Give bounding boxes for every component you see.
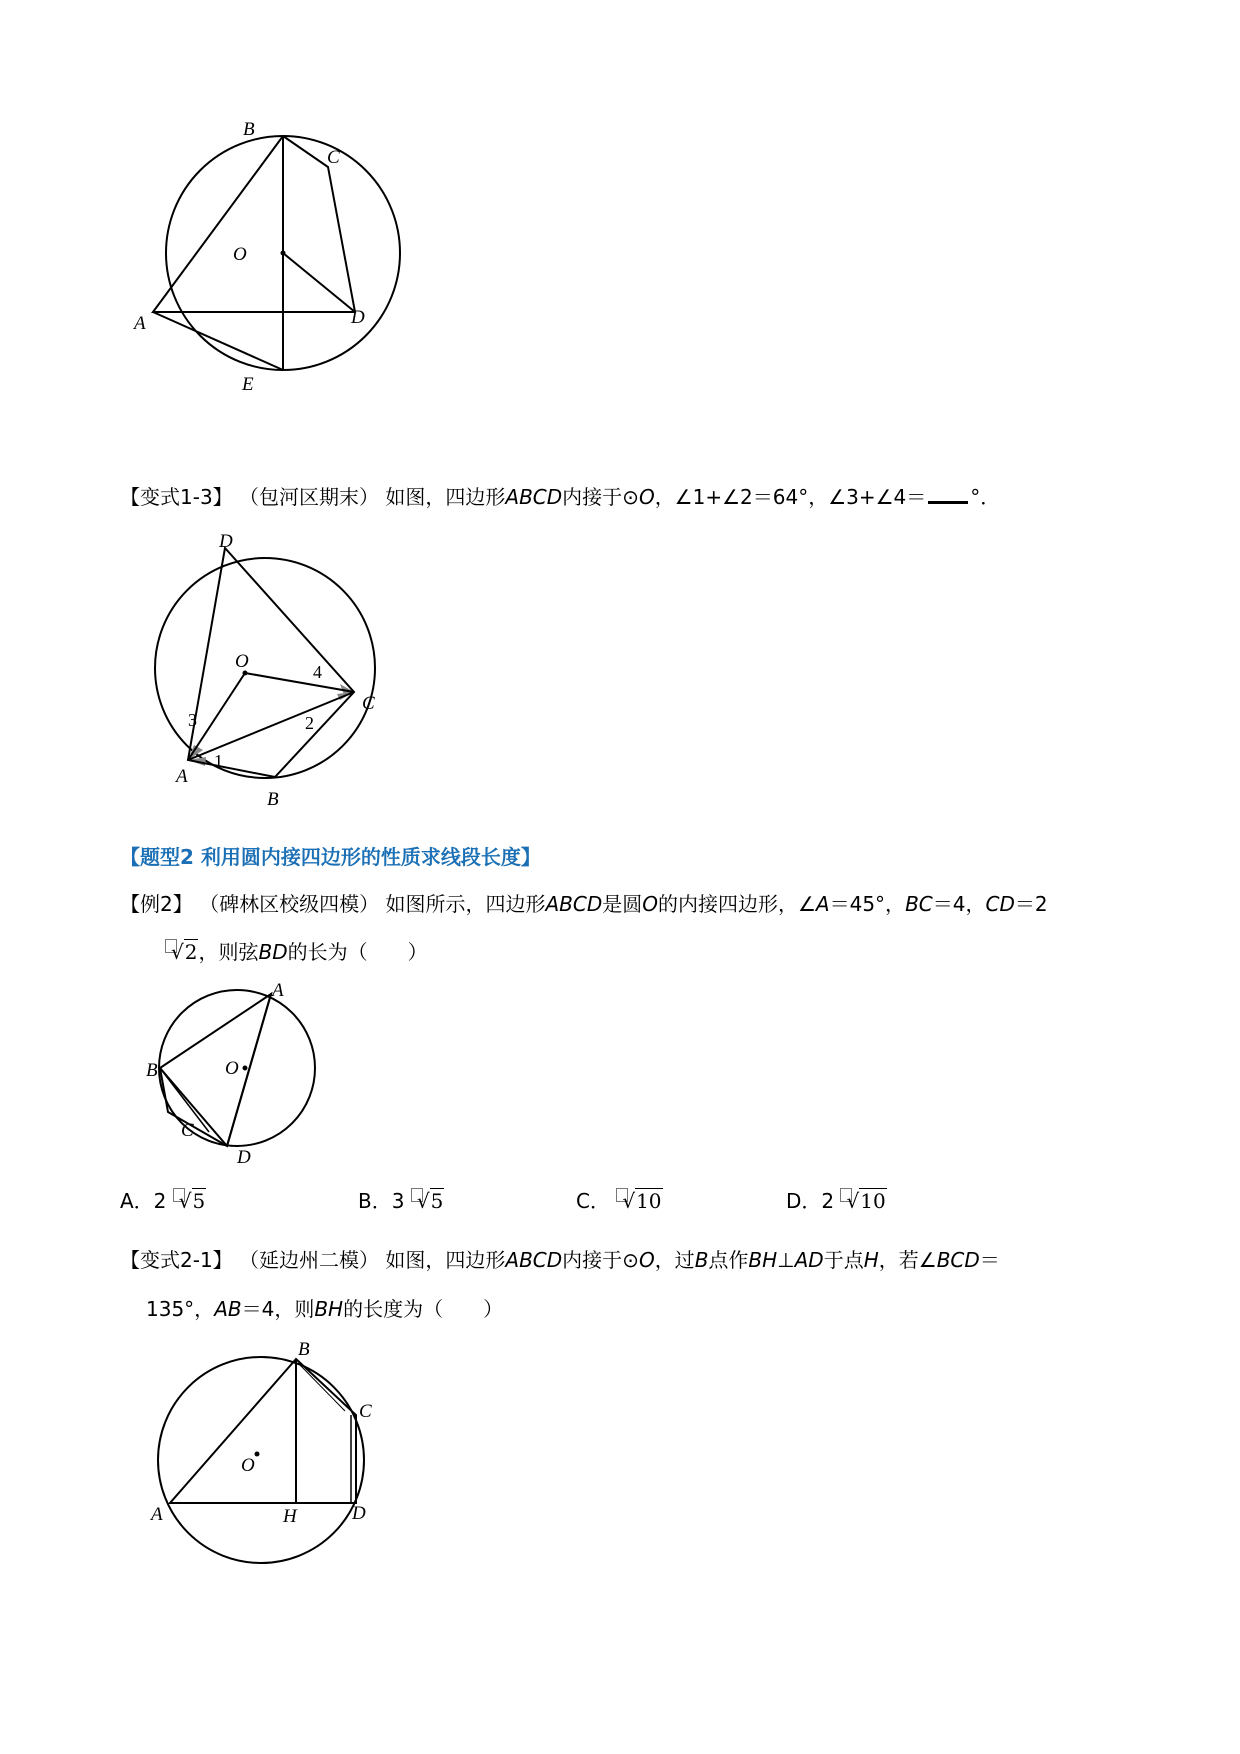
label-c: C [359,1401,372,1422]
circle-name: O [638,1248,655,1272]
segment-bc: BC [905,892,933,916]
variant-tag: 【变式2-1】 [120,1248,233,1272]
label-o: O [235,651,249,672]
line-od [283,253,355,312]
label-o: O [225,1058,239,1079]
quad-name: ABCD [505,485,563,509]
question-text: ＝4，则 [241,1297,315,1321]
question-text: ，则弦 [198,940,259,964]
question-text: ＝45°， [829,892,906,916]
question-text: 的长为（ ） [287,940,428,964]
segment-bh: BH [748,1248,778,1272]
angle-label-1: 1 [214,751,223,771]
quadrilateral-abcd [160,994,271,1146]
example-2-question-cont [165,937,428,967]
segment-ad: AD [794,1248,824,1272]
choice-label: B．3 [358,1189,405,1213]
question-text: ，若∠ [878,1248,937,1272]
question-text: 的内接四边形，∠ [657,892,816,916]
choice-c[interactable] [576,1186,663,1216]
point-h: H [863,1248,879,1272]
choice-a[interactable] [120,1186,206,1216]
quad-name: ABCD [545,892,603,916]
label-b: B [243,119,255,140]
figure-4-svg [140,1335,400,1575]
radical-arg: 5 [430,1189,444,1213]
question-text: 的长度为（ ） [343,1297,504,1321]
label-b: B [267,789,279,810]
circle-o [155,558,375,778]
question-text: 内接于⊙ [562,1248,639,1272]
figure-3-svg [145,982,345,1182]
angle-label-3: 3 [188,710,197,730]
figure-1-svg [130,120,430,450]
radical-index-box [840,1188,852,1202]
source: （包河区期末） [239,485,380,509]
line-ae [153,312,283,370]
line-oc [245,673,354,692]
figure-circle-abcde [130,120,430,450]
radical-arg: 2 [184,940,198,964]
radical: √10 [616,1189,662,1213]
quadrilateral-abcd [188,548,354,777]
radical-index-box [173,1188,185,1202]
radical: √10 [840,1189,886,1213]
radical-index-box [165,939,177,953]
segment-bd: BD [258,940,288,964]
label-a: A [134,313,146,334]
question-text: 135°， [146,1297,215,1321]
segment-cd: CD [985,892,1015,916]
line-ac [188,692,354,760]
label-c: C [181,1120,194,1141]
radical-arg: 10 [860,1189,886,1213]
question-text: 如图，四边形 [385,485,506,509]
label-h: H [283,1506,297,1527]
question-text: 如图所示，四边形 [385,892,546,916]
example-tag: 【例2】 [120,892,193,916]
center-point [243,1066,248,1071]
choice-d[interactable] [786,1186,887,1216]
label-e: E [242,374,254,395]
choice-label: A．2 [120,1189,167,1213]
choice-b[interactable] [358,1186,444,1216]
label-d: D [351,307,365,328]
radical: √5 [173,1189,206,1213]
quad-name: ABCD [505,1248,563,1272]
question-text: °． [970,485,1001,509]
question-text: ＝4， [932,892,986,916]
label-o: O [241,1455,255,1476]
figure-circle-example2 [145,982,345,1182]
question-text: ，过 [654,1248,695,1272]
figure-circle-bh [140,1335,400,1575]
circle-name: O [642,892,658,916]
label-c: C [362,693,375,714]
variant-1-3-question [120,482,1000,512]
variant-2-1-question [120,1245,1000,1275]
segment-ab: AB [214,1297,242,1321]
question-text: ＝ [979,1248,1000,1272]
label-a: A [151,1504,163,1525]
line-bc-double [299,1364,345,1411]
question-text: 如图，四边形 [385,1248,506,1272]
angle-var: A [815,892,830,916]
question-text: 是圆 [602,892,643,916]
circle-o [158,1357,364,1563]
label-d: D [352,1503,366,1524]
source: （延边州二模） [239,1248,380,1272]
label-o: O [233,244,247,265]
question-text: ⊥ [777,1248,795,1272]
answer-blank [928,483,968,504]
center-point [255,1452,260,1457]
question-text: 点作 [708,1248,749,1272]
figure-circle-angles [140,530,430,820]
angle-label-4: 4 [313,662,322,682]
example-2-question [120,889,1048,919]
angle-label-2: 2 [305,713,314,733]
label-d: D [219,531,233,552]
segment-bh: BH [314,1297,344,1321]
source: （碑林区校级四模） [199,892,380,916]
radical-arg: 5 [192,1189,206,1213]
radical-index-box [411,1188,423,1202]
section-heading: 【题型2 利用圆内接四边形的性质求线段长度】 [120,845,541,869]
radical: √5 [411,1189,444,1213]
center-point [281,251,286,256]
radical-index-box [616,1188,628,1202]
label-c: C [327,147,340,168]
variant-2-1-question-cont [146,1294,503,1324]
question-text: ＝2 [1014,892,1048,916]
variant-tag: 【变式1-3】 [120,485,233,509]
label-a: A [176,766,188,787]
radical-arg: 10 [636,1189,662,1213]
question-text: 于点 [823,1248,864,1272]
angle-bcd: BCD [936,1248,980,1272]
point-b: B [694,1248,709,1272]
label-b: B [298,1339,310,1360]
choice-label: D．2 [786,1189,835,1213]
quadrilateral-abcd [153,136,355,312]
question-text: ，∠1+∠2＝64°，∠3+∠4＝ [654,485,927,509]
question-text: 内接于⊙ [562,485,639,509]
label-b: B [146,1060,158,1081]
label-d: D [237,1147,251,1168]
figure-2-svg [140,530,430,820]
choice-label: C． [576,1189,610,1213]
label-a: A [272,980,284,1001]
radical: √2 [165,940,198,964]
circle-name: O [638,485,655,509]
